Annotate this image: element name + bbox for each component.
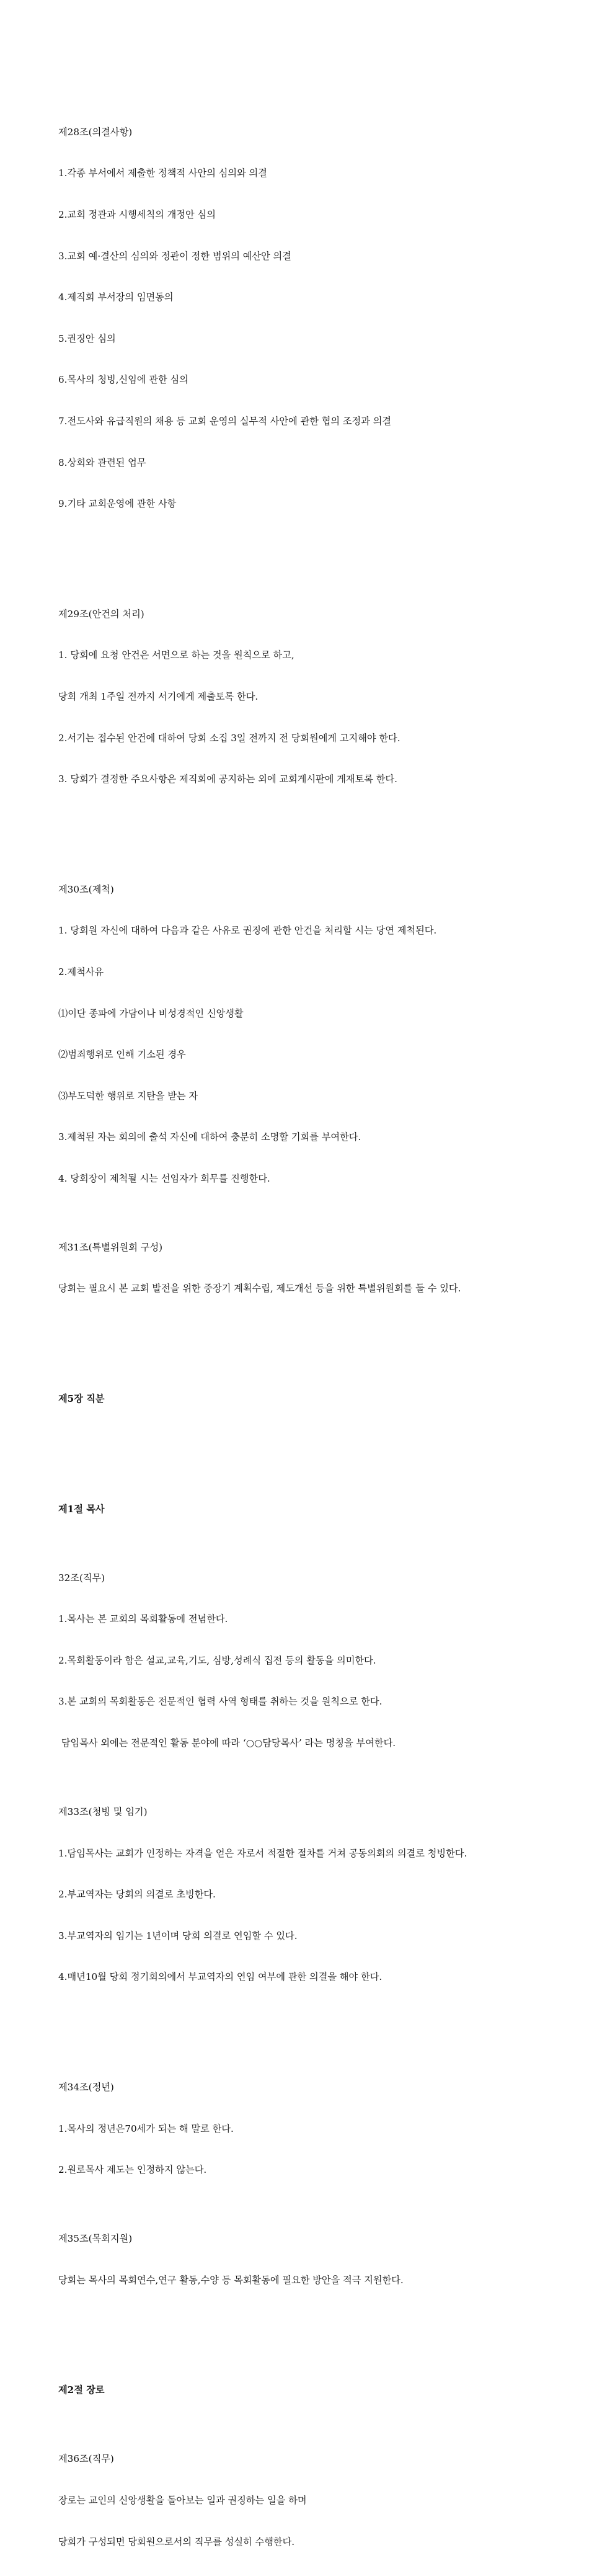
list-item: 9.기타 교회운영에 관한 사항 [58, 498, 177, 510]
list-item: 3.본 교회의 목회활동은 전문적인 협력 사역 형태를 취하는 것을 원칙으로 한다. [58, 1696, 383, 1708]
chapter-title: 제5장 직분 [58, 1393, 105, 1405]
list-item: 2.원로목사 제도는 인정하지 않는다. [58, 2164, 207, 2176]
article-title: 제30조(제척) [58, 883, 114, 895]
document-page [58, 70, 591, 2576]
spacer [58, 2012, 591, 2025]
article-title: 제33조(청빙 및 임기) [58, 1806, 148, 1818]
spacer [58, 2314, 591, 2328]
list-item: 1.목사는 본 교회의 목회활동에 전념한다. [58, 1613, 228, 1625]
list-item: 당회가 구성되면 당회원으로서의 직무를 성실히 수행한다. [58, 2536, 295, 2547]
list-item: 6.목사의 청빙,신임에 관한 심의 [58, 374, 188, 386]
list-item: 3.교회 예·결산의 심의와 정관이 정한 범위의 예산안 의결 [58, 250, 291, 262]
section-title: 제2절 장로 [58, 2384, 105, 2396]
article-title: 제34조(정년) [58, 2082, 114, 2093]
list-item: 4.제직회 부서장의 임면동의 [58, 292, 174, 303]
spacer [58, 1433, 591, 1447]
list-item: 2.부교역자는 당회의 의결로 초빙한다. [58, 1889, 216, 1901]
list-item: 2.목회활동이라 함은 설교,교육,기도, 심방,성례식 집전 등의 활동을 의미한다. [58, 1654, 376, 1666]
list-item: ⑴이단 종파에 가담이나 비성경적인 신앙생활 [58, 1007, 244, 1019]
spacer [58, 814, 591, 827]
list-item: 당회는 목사의 목회연수,연구 활동,수양 등 목회활동에 필요한 방안을 적극 지원한다. [58, 2274, 404, 2286]
list-item: 1.각종 부서에서 제출한 정책적 사안의 심의와 의결 [58, 167, 267, 179]
list-item: 1.담임목사는 교회가 인정하는 자격을 얻은 자로서 적절한 절차를 거쳐 공동의회의 의결로 청빙한다. [58, 1847, 467, 1859]
list-item: 7.전도사와 유급직원의 채용 등 교회 운영의 실무적 사안에 관한 협의 조정과 의결 [58, 415, 392, 427]
article-title: 제35조(목회지원) [58, 2233, 133, 2245]
list-item: 당회는 필요시 본 교회 발전을 위한 중장기 계획수립, 제도개선 등을 위한 특별위원회를 둘 수 있다. [58, 1283, 461, 1295]
list-item: 1.목사의 정년은70세가 되는 해 말로 한다. [58, 2123, 234, 2134]
list-item: 장로는 교인의 신앙생활을 돌아보는 일과 권징하는 일을 하며 [58, 2494, 307, 2506]
list-item: 3. 당회가 결정한 주요사항은 제직회에 공지하는 외에 교회게시판에 게재토록 한다. [58, 773, 397, 785]
article-title: 제36조(직무) [58, 2453, 114, 2465]
article-title: 32조(직무) [58, 1572, 105, 1584]
list-item: 4. 당회장이 제척될 시는 선임자가 회무를 진행한다. [58, 1172, 270, 1184]
list-item: 1. 당회에 요청 안건은 서면으로 하는 것을 원칙으로 하고, [58, 649, 294, 661]
list-item: 3.제척된 자는 회의에 출석 자신에 대하여 충분히 소명할 기회를 부여한다. [58, 1131, 361, 1143]
article-title: 제29조(안건의 처리) [58, 608, 144, 620]
list-item: 1. 당회원 자신에 대하여 다음과 같은 사유로 권징에 관한 안건을 처리할 시는 당연 제척된다. [58, 925, 437, 937]
list-item: 2.교회 정관과 시행세칙의 개정안 심의 [58, 209, 216, 220]
list-item: ⑵범죄행위로 인해 기소된 경우 [58, 1049, 186, 1061]
list-item: 2.서기는 접수된 안건에 대하여 당회 소집 3일 전까지 전 당회원에게 고지해야 한다. [58, 732, 400, 744]
list-item: 8.상회와 관련된 업무 [58, 457, 146, 468]
list-item: 당회 개최 1주일 전까지 서기에게 제출토록 한다. [58, 690, 259, 702]
list-item: 5.권징안 심의 [58, 332, 116, 344]
article-title: 제31조(특별위원회 구성) [58, 1241, 163, 1253]
spacer [58, 538, 591, 552]
list-item: 2.제척사유 [58, 966, 104, 978]
list-item: ⑶부도덕한 행위로 지탄을 받는 자 [58, 1090, 198, 1102]
article-title: 제28조(의결사항) [58, 126, 133, 138]
list-item: 3.부교역자의 임기는 1년이며 당회 의결로 연임할 수 있다. [58, 1930, 298, 1941]
section-title: 제1절 목사 [58, 1503, 105, 1515]
spacer [58, 1323, 591, 1337]
list-item: 4.매년10월 당회 정기회의에서 부교역자의 연임 여부에 관한 의결을 해야 한다. [58, 1971, 383, 1983]
list-item: 담임목사 외에는 전문적인 활동 분야에 따라 ‘○○담당목사’ 라는 명칭을 부여한다. [58, 1737, 396, 1749]
